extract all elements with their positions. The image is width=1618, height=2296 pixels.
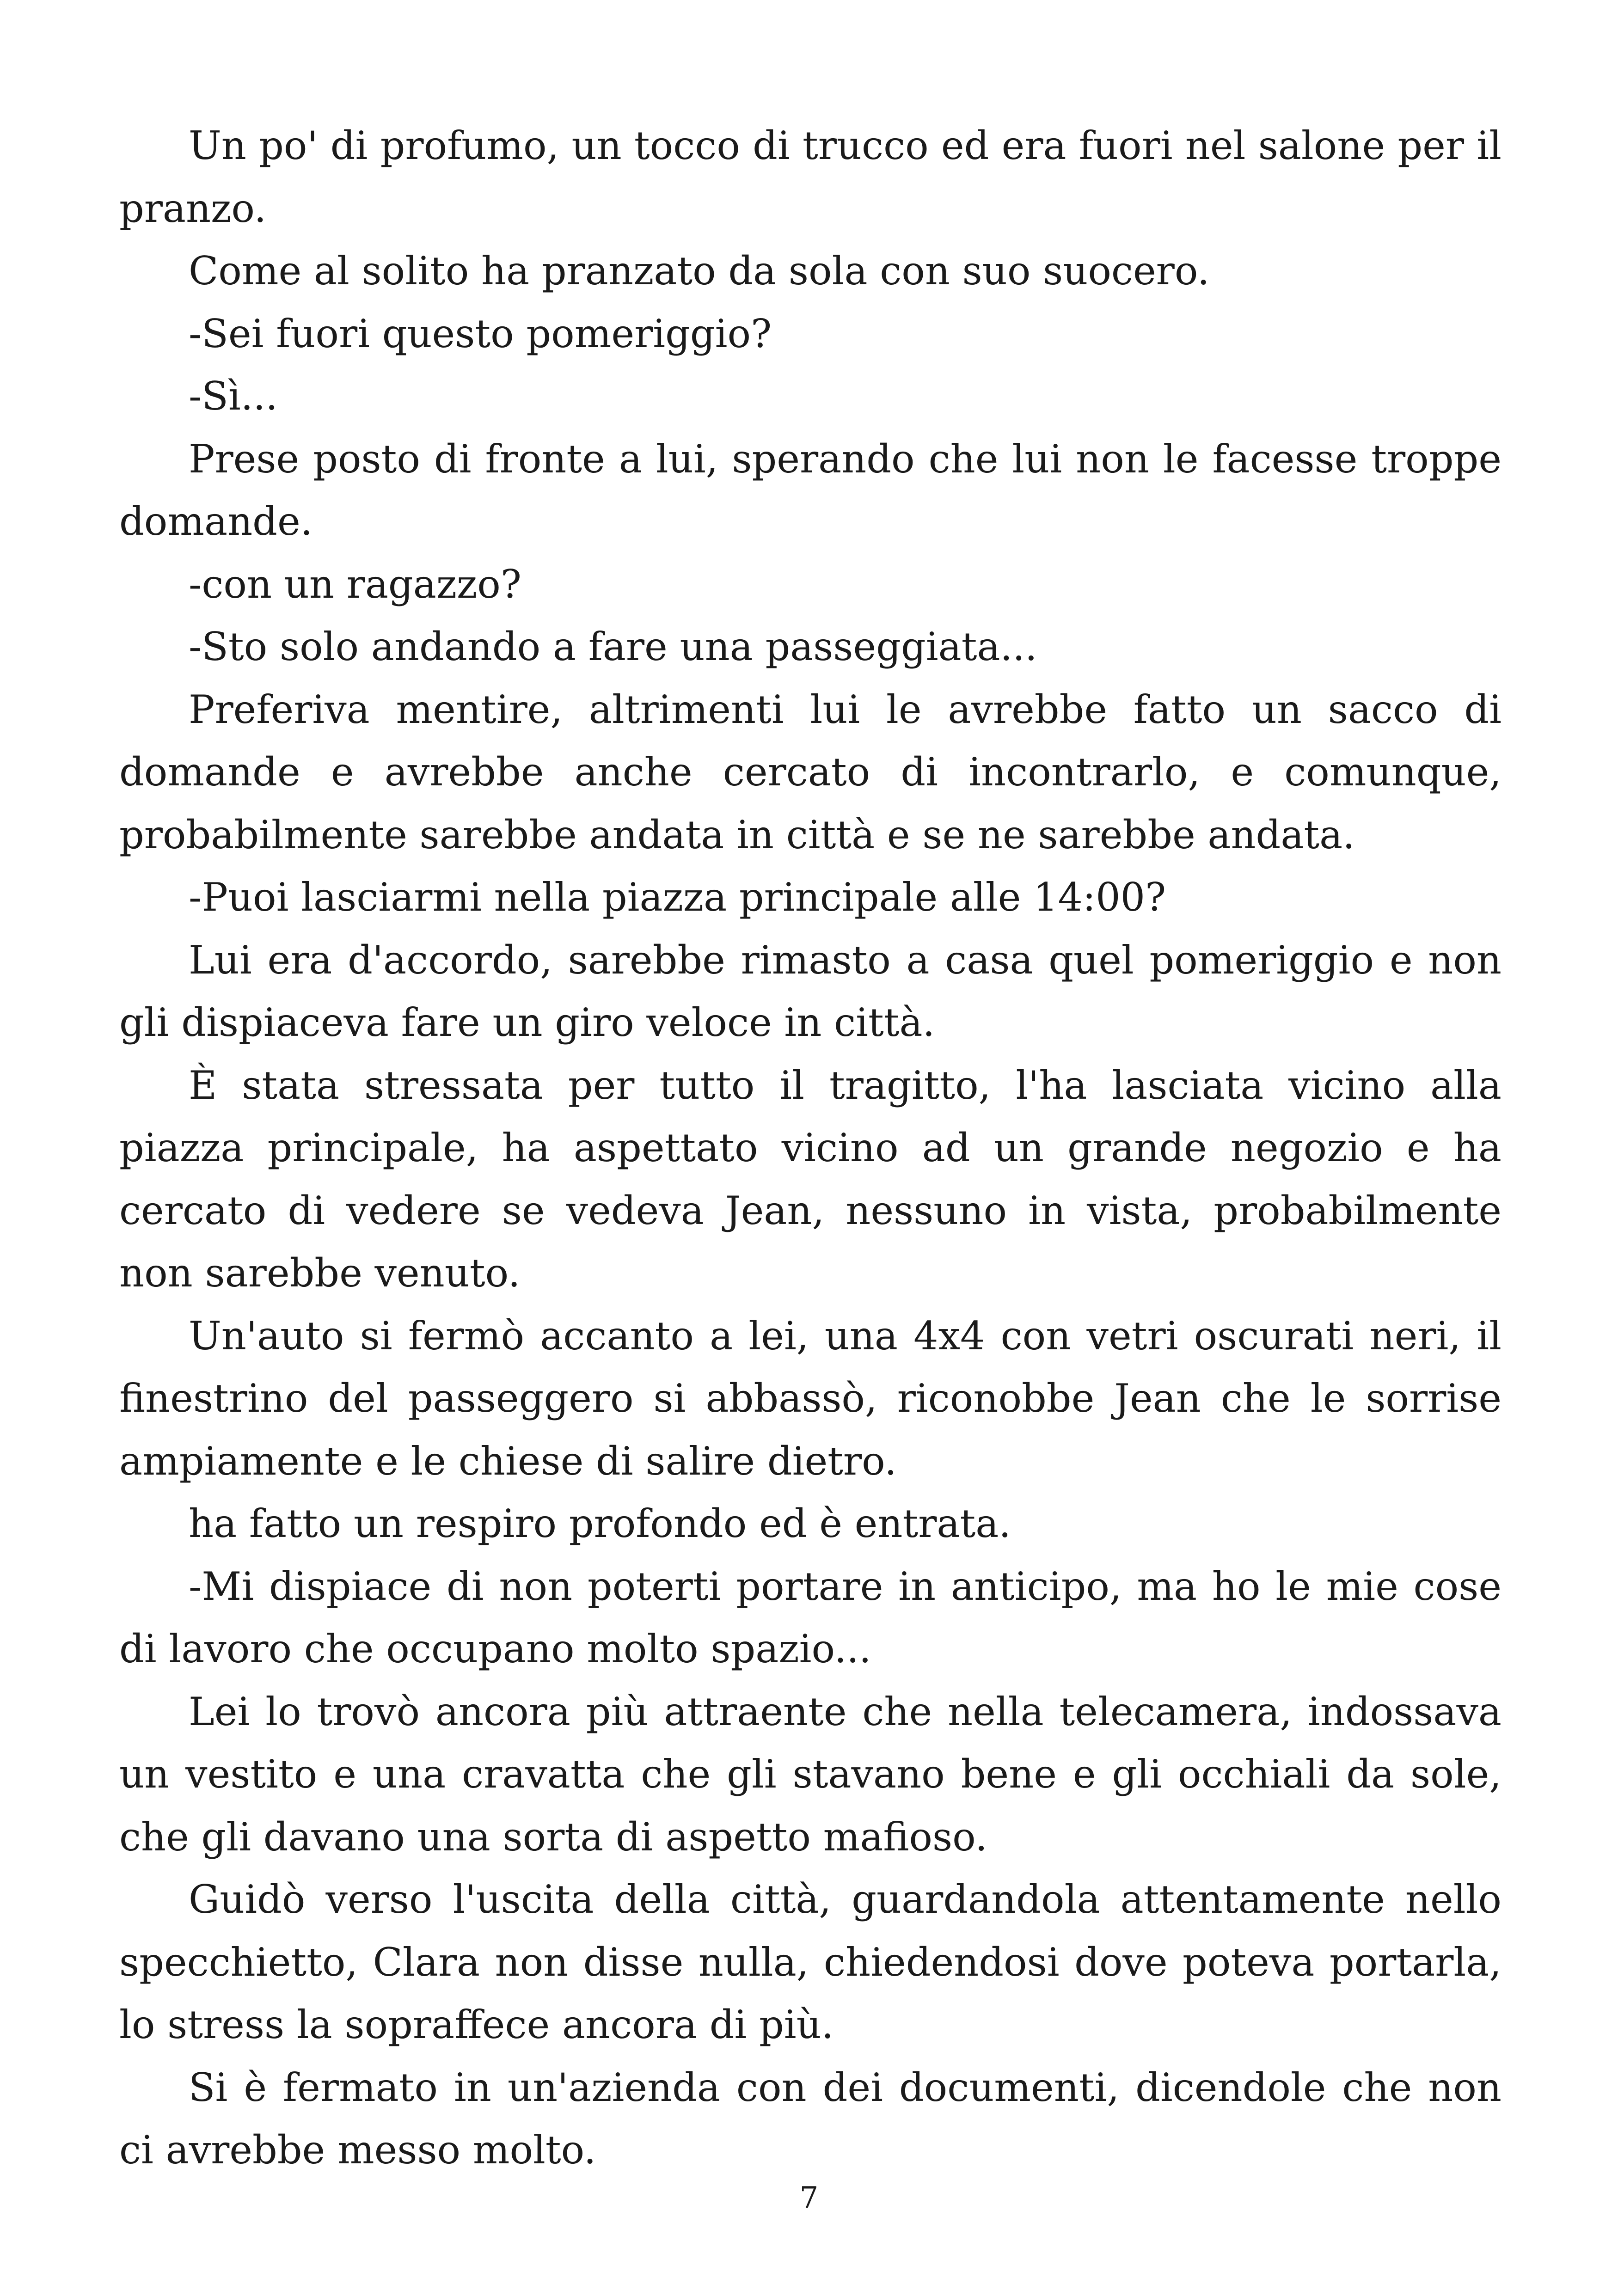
paragraph: ha fatto un respiro profondo ed è entrata.: [189, 1501, 1011, 1546]
paragraph: -Mi dispiace di non poterti portare in anticipo, ma ho le mie cose di lavoro che occupano molto spazio...: [119, 1563, 1502, 1671]
paragraph: -Sì...: [189, 373, 278, 419]
paragraph: Guidò verso l'uscita della città, guardandola attentamente nello specchietto, Clara non disse nulla, chiedendosi dove poteva portarla, lo stress la sopraffece ancora di più.: [119, 1877, 1502, 2047]
page-body: [119, 115, 1502, 2182]
paragraph: Prese posto di fronte a lui, sperando che lui non le facesse troppe domande.: [119, 436, 1502, 544]
paragraph: Come al solito ha pranzato da sola con suo suocero.: [189, 248, 1210, 294]
paragraph: Un po' di profumo, un tocco di trucco ed era fuori nel salone per il pranzo.: [119, 123, 1502, 231]
paragraph: È stata stressata per tutto il tragitto, l'ha lasciata vicino alla piazza principale, ha aspettato vicino ad un grande negozio e ha cercato di vedere se vedeva Jean, nessuno in vista, probabilmente non sarebbe venuto.: [119, 1062, 1502, 1296]
paragraph: Si è fermato in un'azienda con dei documenti, dicendole che non ci avrebbe messo molto.: [119, 2064, 1502, 2173]
paragraph: -Puoi lasciarmi nella piazza principale alle 14:00?: [189, 875, 1166, 920]
paragraph: -con un ragazzo?: [189, 561, 521, 607]
paragraph: -Sei fuori questo pomeriggio?: [189, 311, 772, 356]
paragraph: Lei lo trovò ancora più attraente che nella telecamera, indossava un vestito e una cravatta che gli stavano bene e gli occhiali da sole, che gli davano una sorta di aspetto mafioso.: [119, 1689, 1502, 1860]
paragraph: Preferiva mentire, altrimenti lui le avrebbe fatto un sacco di domande e avrebbe anche cercato di incontrarlo, e comunque, probabilmente sarebbe andata in città e se ne sarebbe andata.: [119, 686, 1502, 857]
paragraph: Lui era d'accordo, sarebbe rimasto a casa quel pomeriggio e non gli dispiaceva fare un giro veloce in città.: [119, 937, 1502, 1045]
paragraph: Un'auto si fermò accanto a lei, una 4x4 con vetri oscurati neri, il finestrino del passeggero si abbassò, riconobbe Jean che le sorrise ampiamente e le chiese di salire dietro.: [119, 1313, 1502, 1484]
page-number: 7: [799, 2181, 819, 2215]
paragraph: -Sto solo andando a fare una passeggiata...: [189, 624, 1037, 669]
